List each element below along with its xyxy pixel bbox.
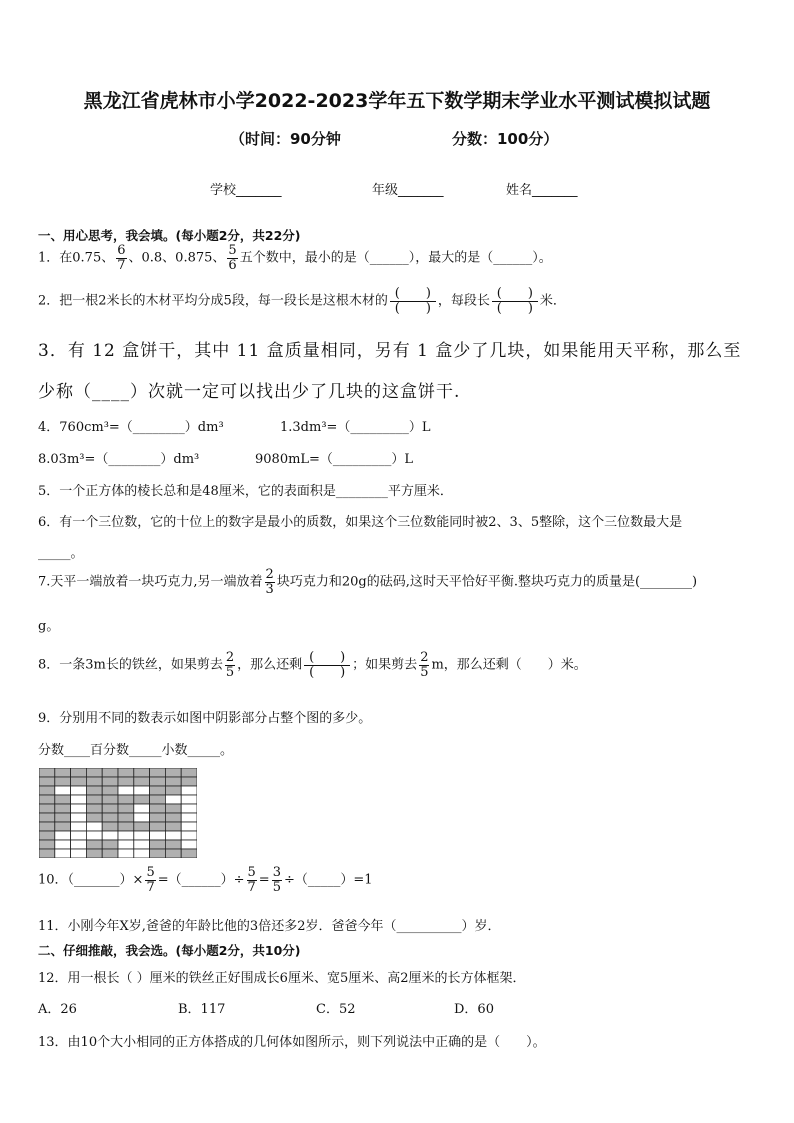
grid-cell: [55, 822, 71, 831]
grid-cell: [86, 768, 102, 777]
grid-cell: [165, 849, 181, 858]
grid-cell: [165, 786, 181, 795]
grid-cell: [150, 786, 166, 795]
answer-fraction-blank[interactable]: $\frac{( )}{( )}$: [390, 287, 436, 315]
grid-cell: [39, 849, 55, 858]
grid-cell: [134, 768, 150, 777]
grid-cell: [118, 804, 134, 813]
grid-cell: [55, 786, 71, 795]
grid-cell: [71, 849, 87, 858]
option-d[interactable]: D．60: [454, 1002, 494, 1017]
shaded-grid-figure: [39, 768, 197, 858]
grid-cell: [181, 822, 197, 831]
grid-cell: [134, 813, 150, 822]
grid-cell: [134, 804, 150, 813]
grid-cell: [71, 777, 87, 786]
grid-cell: [150, 768, 166, 777]
fraction: $\frac{2}{5}$: [225, 650, 235, 680]
grade-field[interactable]: 年级_______: [372, 183, 444, 198]
grid-cell: [39, 840, 55, 849]
question-3-line-2: 少称（____）次就一定可以找出少了几块的这盒饼干.: [38, 382, 461, 402]
grid-cell: [71, 813, 87, 822]
answer-fraction-blank[interactable]: $\frac{( )}{( )}$: [492, 287, 538, 315]
question-9-line-1: 9．分别用不同的数表示如图中阴影部分占整个图的多少。: [38, 711, 372, 726]
grid-cell: [134, 840, 150, 849]
grid-cell: [165, 804, 181, 813]
grid-cell: [150, 831, 166, 840]
grid-cell: [181, 813, 197, 822]
question-8: 8．一条3m长的铁丝，如果剪去 $\frac{2}{5}$ ，那么还剩 $\frac{( )}{( )}$ ；如果剪去 $\frac{2}{5}$ m，那么还剩（ ）米。: [38, 650, 587, 680]
page-title: 黑龙江省虎林市小学2022-2023学年五下数学期末学业水平测试模拟试题: [83, 90, 711, 112]
grid-cell: [181, 777, 197, 786]
question-1: 1．在0.75、 $\frac{6}{7}$ 、0.8、0.875、 $\frac{5}{6}$ 五个数中，最小的是（______），最大的是（______）。: [38, 243, 552, 273]
grid-cell: [165, 840, 181, 849]
grid-cell: [71, 768, 87, 777]
grid-cell: [134, 822, 150, 831]
grid-cell: [102, 849, 118, 858]
question-4-d: 9080mL=（_________）L: [255, 452, 414, 467]
grid-cell: [71, 831, 87, 840]
section-1-heading: 一、用心思考，我会填。(每小题2分，共22分): [38, 228, 301, 243]
grid-cell: [102, 804, 118, 813]
school-field[interactable]: 学校_______: [210, 183, 282, 198]
grid-cell: [55, 813, 71, 822]
grid-cell: [118, 849, 134, 858]
grid-cell: [102, 840, 118, 849]
grid-cell: [165, 777, 181, 786]
grid-cell: [39, 804, 55, 813]
name-field[interactable]: 姓名_______: [506, 183, 578, 198]
question-10: 10．（_______）× $\frac{5}{7}$ =（______）÷ $\frac{5}{7}$ = $\frac{3}{5}$ ÷（_____）=1: [38, 865, 373, 895]
grid-cell: [165, 768, 181, 777]
fraction: $\frac{2}{3}$: [265, 567, 274, 597]
grid-cell: [150, 822, 166, 831]
grid-cell: [55, 831, 71, 840]
question-6-line-2: _____。: [38, 546, 84, 561]
grid-cell: [150, 777, 166, 786]
exam-time: （时间：90分钟: [230, 130, 341, 148]
grid-cell: [134, 795, 150, 804]
fraction: $\frac{3}{5}$: [272, 865, 281, 895]
grid-cell: [118, 795, 134, 804]
grid-cell: [118, 777, 134, 786]
section-2-heading: 二、仔细推敲，我会选。(每小题2分，共10分): [38, 943, 301, 958]
grid-cell: [181, 768, 197, 777]
grid-cell: [86, 849, 102, 858]
grid-cell: [71, 786, 87, 795]
grid-cell: [102, 777, 118, 786]
grid-cell: [55, 768, 71, 777]
fraction: $\frac{5}{6}$: [228, 243, 237, 273]
grid-cell: [165, 831, 181, 840]
grid-cell: [102, 768, 118, 777]
question-7: 7.天平一端放着一块巧克力,另一端放着 $\frac{2}{3}$ 块巧克力和20g的砝码,这时天平恰好平衡.整块巧克力的质量是(________): [38, 567, 698, 597]
question-12: 12．用一根长（ ）厘米的铁丝正好围成长6厘米、宽5厘米、高2厘米的长方体框架．: [38, 971, 526, 986]
question-11: 11．小刚今年X岁,爸爸的年龄比他的3倍还多2岁．爸爸今年（__________）岁．: [38, 919, 501, 934]
grid-cell: [134, 786, 150, 795]
grid-cell: [150, 849, 166, 858]
grid-cell: [39, 777, 55, 786]
grid-cell: [181, 849, 197, 858]
fraction: $\frac{2}{5}$: [420, 650, 429, 680]
exam-score: 分数：100分）: [452, 130, 559, 148]
grid-cell: [102, 786, 118, 795]
grid-cell: [150, 840, 166, 849]
question-9-line-2: 分数____百分数_____小数_____。: [38, 743, 234, 758]
question-6-line-1: 6．有一个三位数，它的十位上的数字是最小的质数，如果这个三位数能同时被2、3、5整除，这个三位数最大是: [38, 515, 683, 530]
grid-cell: [165, 822, 181, 831]
grid-cell: [118, 813, 134, 822]
grid-cell: [86, 777, 102, 786]
grid-cell: [102, 795, 118, 804]
grid-cell: [165, 813, 181, 822]
grid-cell: [86, 813, 102, 822]
grid-cell: [71, 822, 87, 831]
grid-cell: [86, 804, 102, 813]
grid-cell: [55, 795, 71, 804]
grid-cell: [181, 804, 197, 813]
grid-cell: [86, 786, 102, 795]
grid-cell: [86, 795, 102, 804]
grid-cell: [118, 840, 134, 849]
grid-cell: [181, 786, 197, 795]
grid-cell: [39, 786, 55, 795]
grid-cell: [134, 831, 150, 840]
question-2: 2．把一根2米长的木材平均分成5段，每一段长是这根木材的 $\frac{( )}{( )}$ ，每段长 $\frac{( )}{( )}$ 米．: [38, 286, 566, 316]
grid-cell: [71, 795, 87, 804]
grid-cell: [102, 813, 118, 822]
grid-cell: [102, 822, 118, 831]
grid-cell: [39, 795, 55, 804]
grid-cell: [118, 822, 134, 831]
grid-cell: [181, 795, 197, 804]
grid-cell: [118, 786, 134, 795]
question-4-c: 8.03m³=（________）dm³: [38, 452, 200, 467]
answer-fraction-blank[interactable]: $\frac{( )}{( )}$: [304, 651, 350, 679]
question-4-a: 4．760cm³=（________）dm³: [38, 420, 224, 435]
grid-cell: [55, 840, 71, 849]
grid-cell: [39, 831, 55, 840]
fraction: $\frac{6}{7}$: [117, 243, 126, 273]
grid-cell: [86, 822, 102, 831]
question-7-line-2: g。: [38, 619, 60, 634]
fraction: $\frac{5}{7}$: [146, 865, 155, 895]
question-13: 13．由10个大小相同的正方体搭成的几何体如图所示，则下列说法中正确的是（ ）。: [38, 1035, 546, 1050]
grid-cell: [86, 840, 102, 849]
grid-cell: [55, 777, 71, 786]
grid-cell: [134, 777, 150, 786]
grid-cell: [102, 831, 118, 840]
grid-cell: [55, 849, 71, 858]
grid-cell: [71, 840, 87, 849]
grid-cell: [71, 804, 87, 813]
option-b[interactable]: B．117: [178, 1002, 226, 1017]
fraction: $\frac{5}{7}$: [247, 865, 256, 895]
grid-cell: [39, 822, 55, 831]
grid-cell: [165, 795, 181, 804]
grid-cell: [118, 768, 134, 777]
grid-cell: [39, 813, 55, 822]
grid-cell: [39, 768, 55, 777]
grid-cell: [150, 804, 166, 813]
question-5: 5．一个正方体的棱长总和是48厘米，它的表面积是________平方厘米．: [38, 484, 453, 499]
question-4-b: 1.3dm³=（_________）L: [280, 420, 431, 435]
grid-cell: [150, 813, 166, 822]
grid-cell: [134, 849, 150, 858]
grid-cell: [55, 804, 71, 813]
option-c[interactable]: C．52: [316, 1002, 356, 1017]
question-3-line-1: 3．有 12 盒饼干，其中 11 盒质量相同，另有 1 盒少了几块，如果能用天平称，那么至: [38, 341, 742, 361]
grid-cell: [86, 831, 102, 840]
grid-cell: [150, 795, 166, 804]
grid-cell: [181, 840, 197, 849]
option-a[interactable]: A．26: [38, 1002, 77, 1017]
grid-cell: [181, 831, 197, 840]
grid-cell: [118, 831, 134, 840]
